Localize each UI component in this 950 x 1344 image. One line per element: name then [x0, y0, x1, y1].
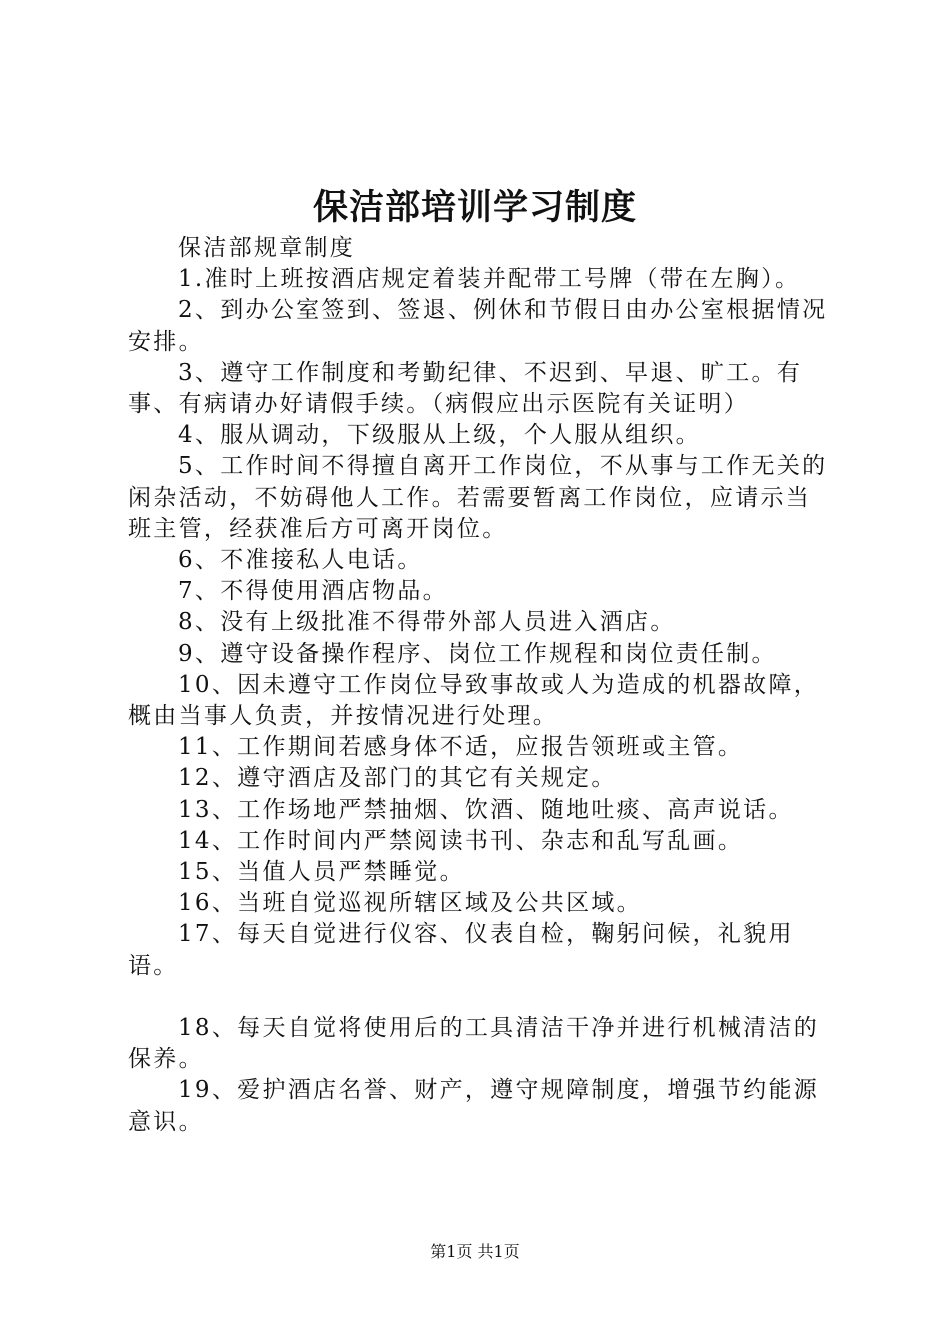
paragraph-rule-19: 19、爱护酒店名誉、财产，遵守规障制度，增强节约能源意识。 — [128, 1077, 820, 1135]
paragraph-rule-4: 4、服从调动，下级服从上级，个人服从组织。 — [178, 422, 701, 449]
paragraph-rule-5: 5、工作时间不得擅自离开工作岗位，不从事与工作无关的闲杂活动，不妨碍他人工作。若需要暂离工作岗位，应请示当班主管，经获准后方可离开岗位。 — [128, 453, 828, 542]
document-title: 保洁部培训学习制度 — [312, 187, 637, 228]
paragraph-rule-9: 9、遵守设备操作程序、岗位工作规程和岗位责任制。 — [178, 640, 777, 667]
paragraph-rule-15: 15、当值人员严禁睡觉。 — [178, 859, 465, 886]
paragraph-rule-7: 7、不得使用酒店物品。 — [178, 578, 448, 605]
paragraph-rule-18: 18、每天自觉将使用后的工具清洁干净并进行机械清洁的保养。 — [128, 1015, 820, 1073]
page-footer: 第1页 共1页 — [430, 1242, 520, 1261]
paragraph-rule-17: 17、每天自觉进行仪容、仪表自检，鞠躬问候，礼貌用语。 — [128, 921, 794, 979]
paragraph-rule-1: 1.准时上班按酒店规定着装并配带工号牌（带在左胸）。 — [178, 266, 801, 293]
paragraph-rule-14: 14、工作时间内严禁阅读书刊、杂志和乱写乱画。 — [178, 827, 744, 854]
paragraph-rule-2: 2、到办公室签到、签退、例休和节假日由办公室根据情况安排。 — [128, 297, 828, 355]
paragraph-rule-11: 11、工作期间若感身体不适，应报告领班或主管。 — [178, 734, 744, 761]
paragraph-rule-8: 8、没有上级批准不得带外部人员进入酒店。 — [178, 609, 676, 636]
paragraph-heading: 保洁部规章制度 — [178, 235, 356, 261]
paragraph-rule-3: 3、遵守工作制度和考勤纪律、不迟到、早退、旷工。有事、有病请办好请假手续。（病假应出示医院有关证明） — [128, 359, 803, 418]
paragraph-rule-12: 12、遵守酒店及部门的其它有关规定。 — [178, 765, 617, 792]
paragraph-rule-13: 13、工作场地严禁抽烟、饮酒、随地吐痰、高声说话。 — [178, 796, 794, 823]
paragraph-rule-6: 6、不准接私人电话。 — [178, 547, 423, 574]
paragraph-rule-10: 10、因未遵守工作岗位导致事故或人为造成的机器故障，概由当事人负责，并按情况进行处理。 — [128, 671, 820, 730]
paragraph-rule-16: 16、当班自觉巡视所辖区域及公共区域。 — [178, 890, 642, 917]
document-body — [128, 233, 836, 1138]
